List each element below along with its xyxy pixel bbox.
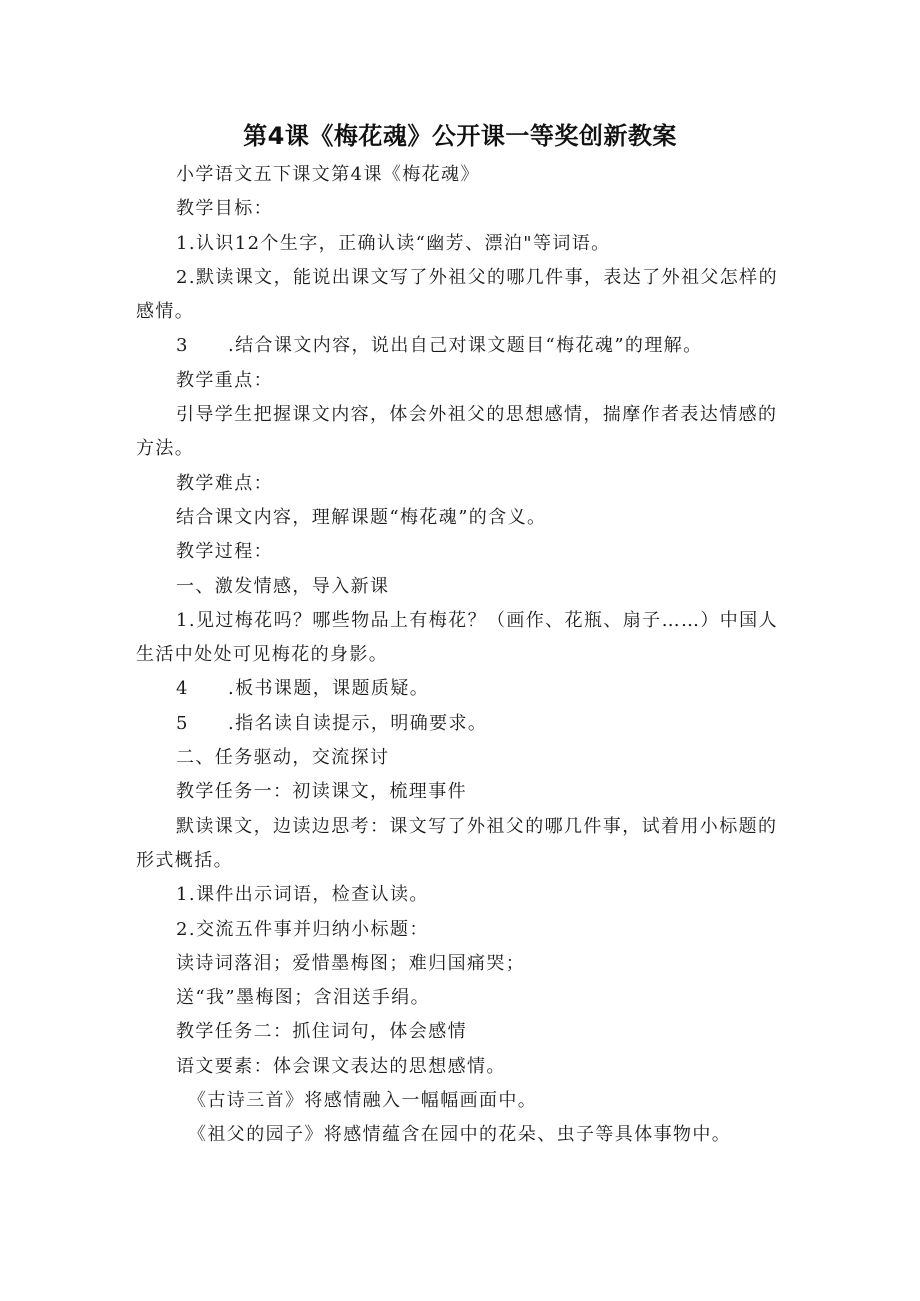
paragraph: 教学重点： [176, 369, 273, 391]
paragraph: 引导学生把握课文内容，体会外祖父的思想感情，揣摩作者表达情感的方法。 [136, 404, 778, 460]
paragraph: 教学任务一：初读课文，梳理事件 [176, 781, 467, 803]
paragraph: 1.认识12个生字，正确认读“幽芳、漂泊"等词语。 [176, 232, 611, 254]
document-title: 第4课《梅花魂》公开课一等奖创新教案 [243, 122, 677, 150]
paragraph: 2.默读课文，能说出课文写了外祖父的哪几件事，表达了外祖父怎样的感情。 [136, 266, 778, 323]
document-body [136, 158, 796, 1153]
paragraph: 《祖父的园子》将感情蕴含在园中的花朵、虫子等具体事物中。 [188, 1124, 732, 1146]
paragraph: 3 .结合课文内容，说出自己对课文题目“梅花魂”的理解。 [136, 329, 796, 363]
paragraph: 1.课件出示词语，检查认读。 [176, 884, 429, 906]
paragraph: 二、任务驱动，交流探讨 [176, 747, 390, 769]
paragraph: 2.交流五件事并归纳小标题： [176, 918, 429, 940]
paragraph: 4 .板书课题，课题质疑。 [136, 672, 796, 706]
paragraph: 1.见过梅花吗？哪些物品上有梅花？（画作、花瓶、扇子……）中国人生活中处处可见梅花的身影。 [136, 609, 778, 666]
paragraph: 一、激发情感，导入新课 [176, 575, 390, 597]
paragraph: 默读课文，边读边思考：课文写了外祖父的哪几件事，试着用小标题的形式概括。 [136, 815, 778, 871]
paragraph: 读诗词落泪；爱惜墨梅图；难归国痛哭； [176, 952, 526, 974]
paragraph: 教学过程： [176, 541, 273, 563]
list-number: 5 [176, 712, 189, 734]
paragraph: 教学目标： [176, 198, 273, 220]
paragraph: 5 .指名读自读提示，明确要求。 [136, 707, 796, 741]
paragraph: 小学语文五下课文第4课《梅花魂》 [176, 164, 480, 185]
paragraph: 结合课文内容，理解课题“梅花魂”的含义。 [176, 506, 547, 528]
list-number: 3 [176, 335, 189, 357]
paragraph: 语文要素：体会课文表达的思想感情。 [176, 1055, 506, 1077]
list-number: 4 [176, 678, 189, 700]
paragraph: 送“我”墨梅图；含泪送手绢。 [176, 987, 431, 1009]
paragraph: 教学难点： [176, 472, 273, 494]
paragraph: 教学任务二：抓住词句，体会感情 [176, 1021, 467, 1043]
paragraph: 《古诗三首》将感情融入一幅幅画面中。 [188, 1090, 538, 1112]
